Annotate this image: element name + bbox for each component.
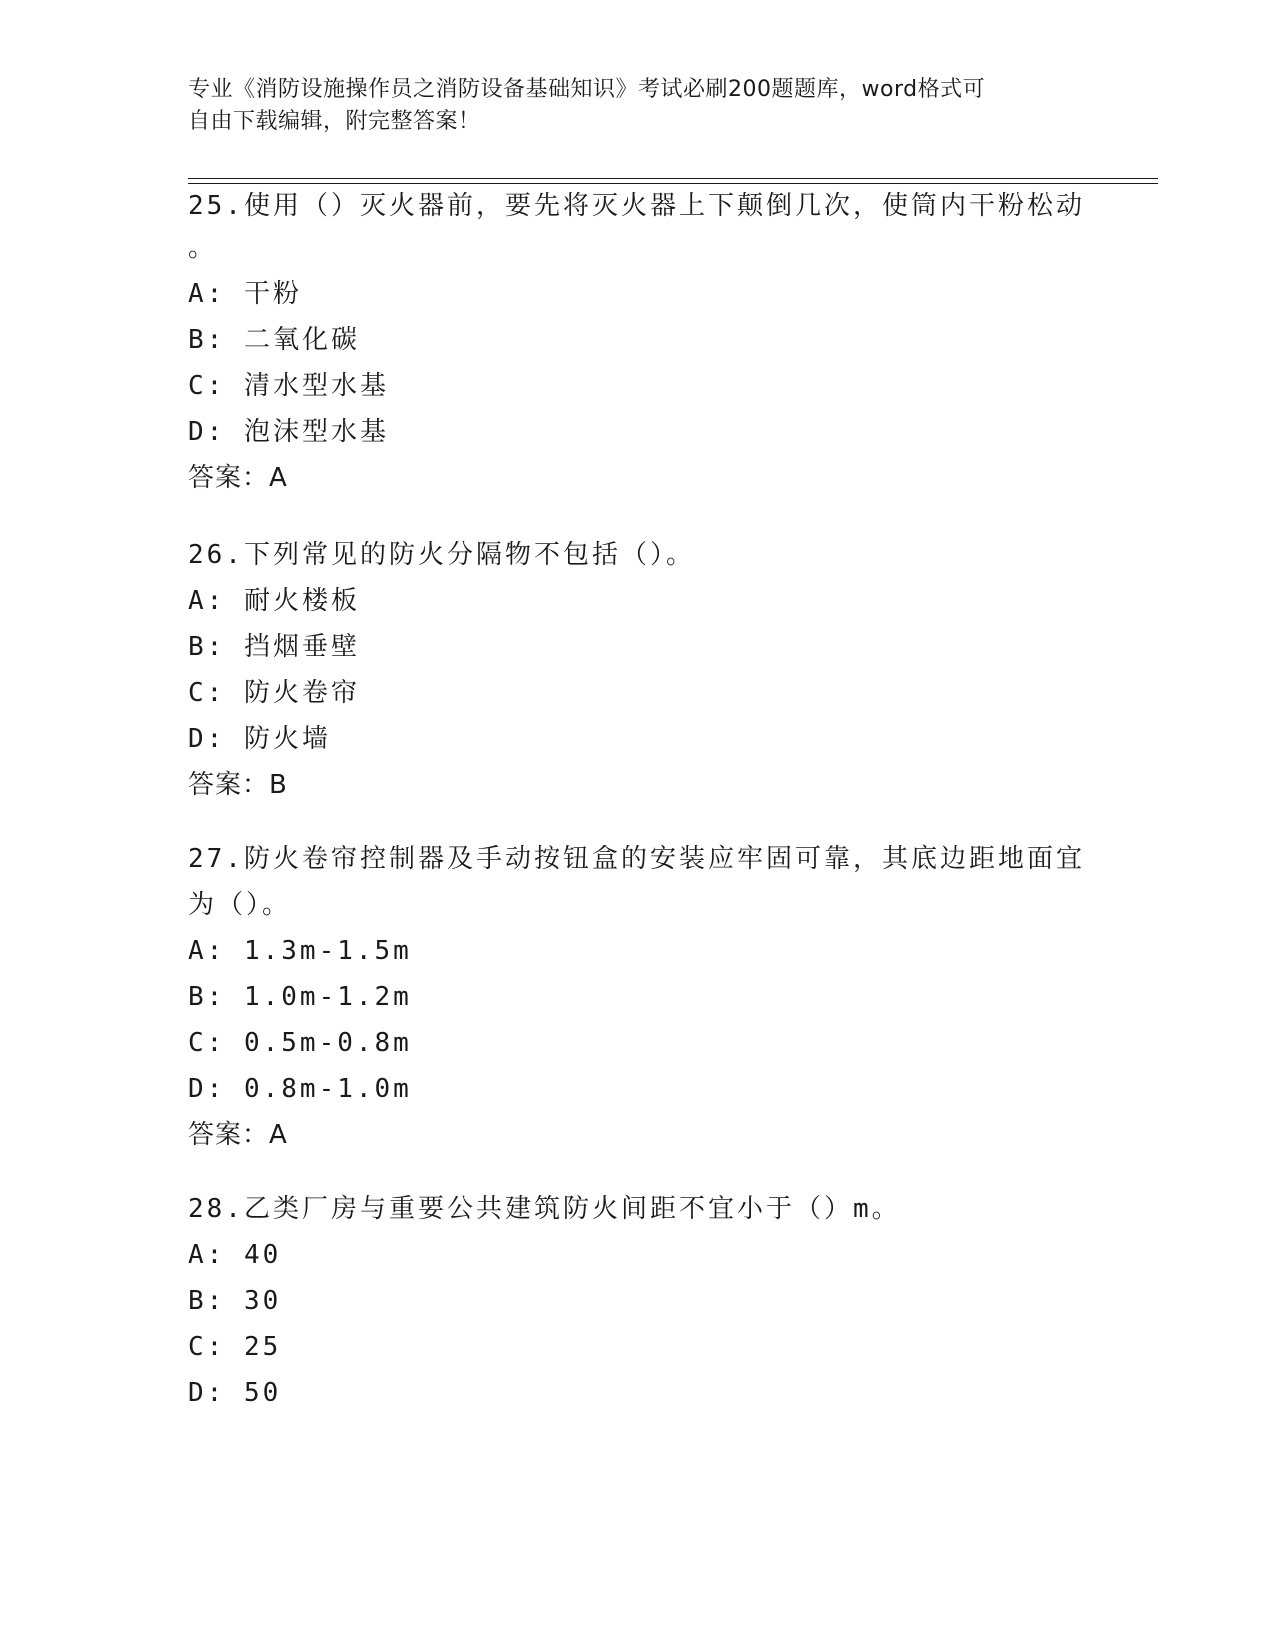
option-a: A: 干粉	[188, 279, 302, 309]
answer: 答案：A	[188, 463, 288, 493]
option-d: D: 泡沫型水基	[188, 417, 389, 447]
option-c: C: 防火卷帘	[188, 678, 360, 708]
question-stem: 25.使用（）灭火器前，要先将灭火器上下颠倒几次，使筒内干粉松动	[188, 191, 1085, 221]
option-c: C: 25	[188, 1332, 282, 1362]
question-26	[188, 532, 1088, 808]
option-c: C: 清水型水基	[188, 371, 389, 401]
option-d: D: 0.8m-1.0m	[188, 1074, 412, 1104]
header-line-1: 专业《消防设施操作员之消防设备基础知识》考试必刷200题题库，word格式可	[188, 77, 986, 102]
question-stem: 26.下列常见的防火分隔物不包括（）。	[188, 540, 695, 570]
option-d: D: 防火墙	[188, 724, 331, 754]
document-header	[188, 74, 1088, 138]
question-stem: 27.防火卷帘控制器及手动按钮盒的安装应牢固可靠，其底边距地面宜	[188, 844, 1085, 874]
option-a: A: 耐火楼板	[188, 586, 360, 616]
question-stem-continuation: 为（）。	[188, 890, 292, 920]
answer: 答案：B	[188, 770, 288, 800]
option-c: C: 0.5m-0.8m	[188, 1028, 412, 1058]
question-stem: 28.乙类厂房与重要公共建筑防火间距不宜小于（）m。	[188, 1194, 901, 1224]
question-27	[188, 836, 1088, 1158]
header-line-2: 自由下载编辑，附完整答案！	[188, 109, 481, 134]
option-a: A: 40	[188, 1240, 282, 1270]
option-d: D: 50	[188, 1378, 282, 1408]
option-b: B: 挡烟垂壁	[188, 632, 360, 662]
question-stem-continuation: 。	[188, 233, 218, 263]
option-b: B: 1.0m-1.2m	[188, 982, 412, 1012]
option-b: B: 二氧化碳	[188, 325, 360, 355]
answer: 答案：A	[188, 1120, 288, 1150]
question-25	[188, 183, 1088, 501]
question-28	[188, 1186, 1088, 1416]
option-b: B: 30	[188, 1286, 282, 1316]
option-a: A: 1.3m-1.5m	[188, 936, 412, 966]
